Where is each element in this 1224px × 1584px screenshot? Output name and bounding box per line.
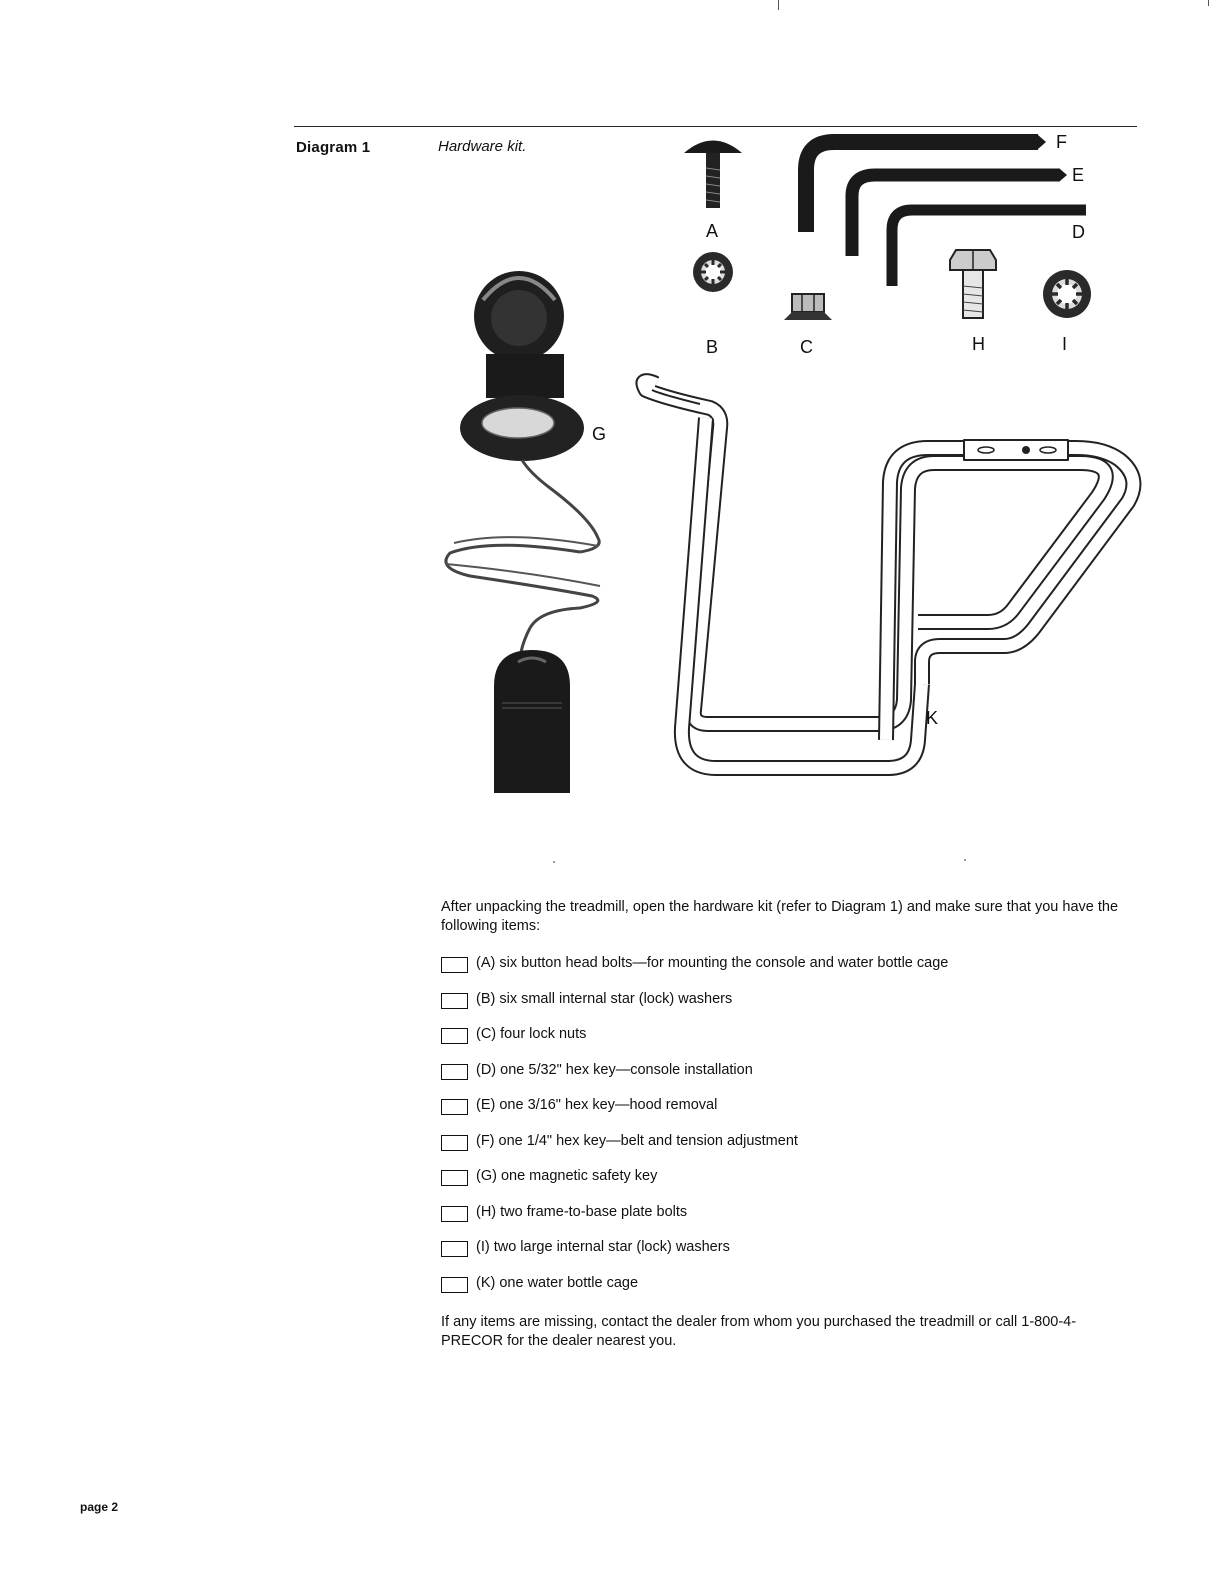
- checklist-item-label: (B) six small internal star (lock) washers: [476, 990, 733, 1007]
- checklist-item-label: (D) one 5/32" hex key—console installation: [476, 1061, 753, 1078]
- checklist-item-label: (G) one magnetic safety key: [476, 1168, 658, 1184]
- magnetic-safety-key-illustration: [446, 271, 600, 793]
- checklist-item-label: (F) one 1/4" hex key—belt and tension adjustment: [476, 1132, 798, 1149]
- checkbox[interactable]: [441, 1277, 468, 1293]
- lock-nut-illustration: [784, 294, 832, 320]
- part-letter-f: F: [1056, 132, 1067, 152]
- checkbox[interactable]: [441, 1241, 468, 1257]
- scan-mark: [1208, 0, 1209, 6]
- part-letter-e: E: [1072, 165, 1085, 185]
- checklist-item-label: (I) two large internal star (lock) washers: [476, 1239, 730, 1255]
- checkbox[interactable]: [441, 1135, 468, 1151]
- page-number: page 2: [80, 1500, 119, 1514]
- checkbox[interactable]: [441, 993, 468, 1009]
- part-letter-i: I: [1062, 334, 1068, 354]
- checklist-item: [441, 1026, 1131, 1062]
- closing-paragraph: If any items are missing, contact the dealer from whom you purchased the treadmill or call 1-800-4-PRECOR for the dealer nearest you.: [441, 1314, 1077, 1349]
- checkbox[interactable]: [441, 957, 468, 973]
- checklist-item: [441, 991, 1131, 1027]
- checklist-item: [441, 1275, 1131, 1311]
- part-letter-a: A: [706, 221, 719, 241]
- water-bottle-cage-illustration: [644, 381, 1134, 768]
- checklist-item-label: (H) two frame-to-base plate bolts: [476, 1203, 688, 1220]
- diagram-label: Diagram 1: [296, 139, 371, 156]
- checklist-item-label: (C) four lock nuts: [476, 1026, 587, 1042]
- checkbox[interactable]: [441, 1170, 468, 1186]
- checklist-item: [441, 1204, 1131, 1240]
- part-letter-g: G: [592, 424, 607, 444]
- small-star-washer-illustration: [693, 252, 733, 292]
- scan-speck: [553, 861, 555, 863]
- scan-speck: [964, 859, 966, 861]
- checkbox[interactable]: [441, 1028, 468, 1044]
- hardware-checklist: [441, 955, 1131, 1310]
- scan-mark: [778, 0, 779, 10]
- header-rule: [294, 126, 1137, 127]
- part-letter-b: B: [706, 337, 719, 357]
- large-star-washer-illustration: [1043, 270, 1091, 318]
- checklist-item: [441, 1239, 1131, 1275]
- hex-key-quarter-inch-illustration: [806, 135, 1046, 232]
- checklist-item: [441, 1097, 1131, 1133]
- checkbox[interactable]: [441, 1064, 468, 1080]
- frame-bolt-illustration: [950, 250, 996, 318]
- checklist-item: [441, 1062, 1131, 1098]
- button-head-bolt-illustration: [684, 141, 742, 209]
- part-letter-d: D: [1072, 222, 1085, 242]
- part-letter-c: C: [800, 337, 813, 357]
- hardware-kit-illustration: [430, 128, 1150, 818]
- part-letter-h: H: [972, 334, 985, 354]
- checkbox[interactable]: [441, 1206, 468, 1222]
- checklist-item: [441, 955, 1131, 991]
- diagram-caption: Hardware kit.: [438, 138, 527, 155]
- intro-paragraph: After unpacking the treadmill, open the hardware kit (refer to Diagram 1) and make sure that you have the following items:: [441, 899, 1119, 934]
- checklist-item-label: (K) one water bottle cage: [476, 1274, 639, 1291]
- checklist-item-label: (E) one 3/16" hex key—hood removal: [476, 1097, 718, 1113]
- checklist-item: [441, 1133, 1131, 1169]
- part-letter-k: K: [926, 708, 939, 728]
- checklist-item: [441, 1168, 1131, 1204]
- checklist-item-label: (A) six button head bolts—for mounting the console and water bottle cage: [476, 955, 949, 971]
- checkbox[interactable]: [441, 1099, 468, 1115]
